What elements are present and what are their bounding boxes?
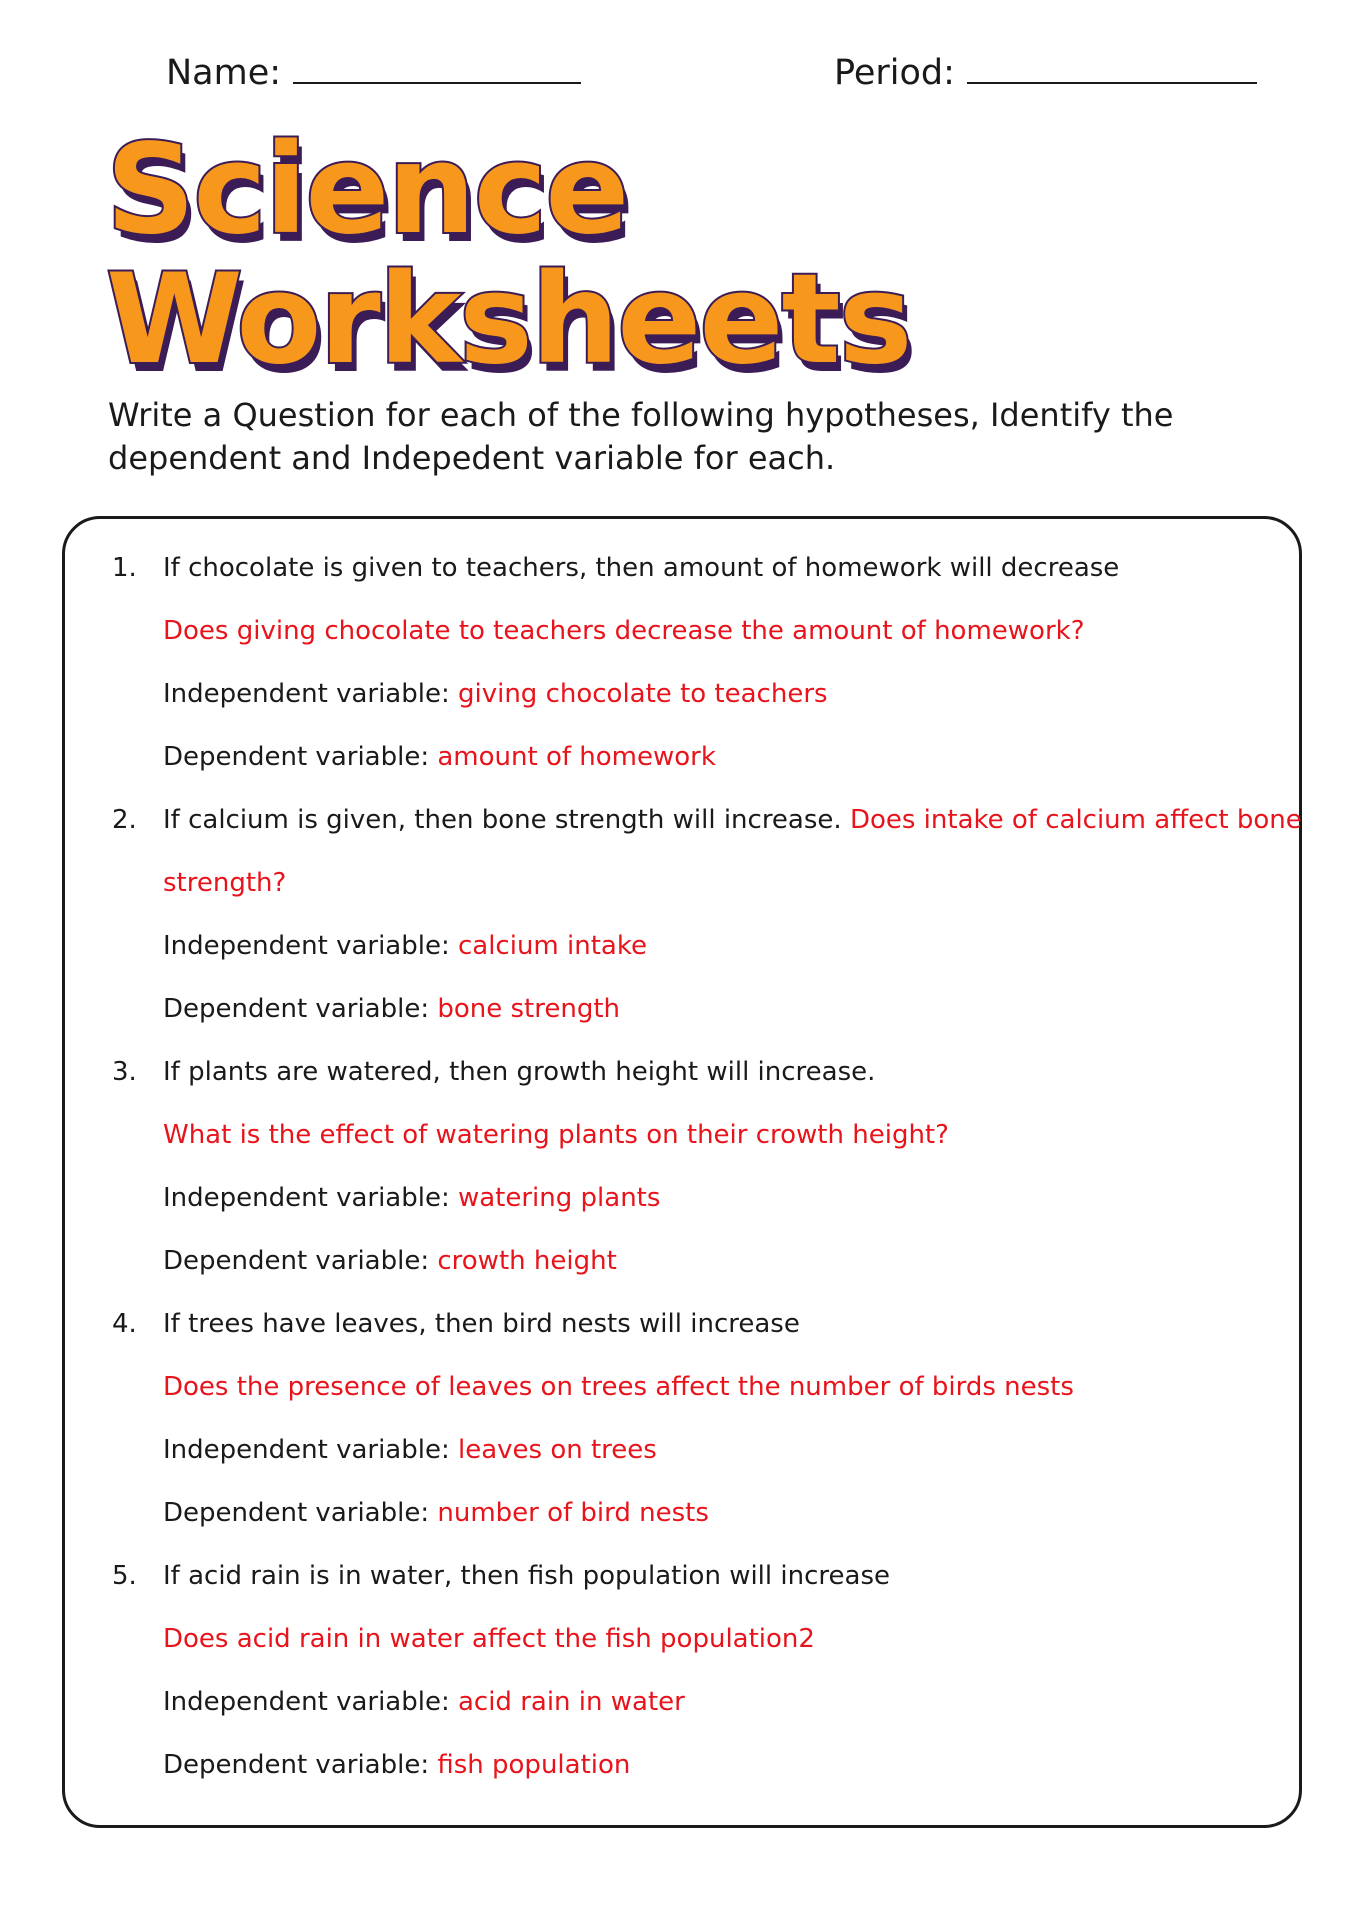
period-blank[interactable] (967, 52, 1257, 84)
hypothesis-text: If chocolate is given to teachers, then amount of homework will decrease (163, 553, 1120, 583)
dependent-label: Dependent variable: (163, 1498, 430, 1528)
name-field[interactable] (166, 52, 581, 93)
item-number: 2. (112, 805, 137, 835)
dependent-label: Dependent variable: (163, 742, 430, 772)
hypothesis-text: If trees have leaves, then bird nests will increase (163, 1309, 800, 1339)
item-number: 4. (112, 1309, 137, 1339)
dependent-label: Dependent variable: (163, 994, 430, 1024)
item-number: 3. (112, 1057, 137, 1087)
independent-answer: calcium intake (457, 931, 647, 961)
question-answer-part-2: strength? (163, 868, 287, 898)
dependent-answer: amount of homework (437, 742, 716, 772)
independent-answer: leaves on trees (457, 1435, 657, 1465)
dependent-label: Dependent variable: (163, 1750, 430, 1780)
instructions: Write a Question for each of the following hypotheses, Identify the dependent and Indepedent variable for each. (108, 396, 1174, 477)
worksheet-box (62, 516, 1302, 1828)
independent-label: Independent variable: (163, 1183, 450, 1213)
independent-answer: giving chocolate to teachers (457, 679, 828, 709)
question-answer: Does the presence of leaves on trees affect the number of birds nests (163, 1372, 1074, 1402)
independent-label: Independent variable: (163, 931, 450, 961)
independent-label: Independent variable: (163, 1687, 450, 1717)
item-number: 5. (112, 1561, 137, 1591)
dependent-answer: fish population (437, 1750, 631, 1780)
question-answer: Does acid rain in water affect the fish population2 (163, 1624, 815, 1654)
question-answer: Does giving chocolate to teachers decrease the amount of homework? (163, 616, 1085, 646)
dependent-label: Dependent variable: (163, 1246, 430, 1276)
period-label: Period: (834, 53, 955, 93)
name-blank[interactable] (293, 52, 581, 84)
dependent-answer: crowth height (437, 1246, 617, 1276)
dependent-answer: bone strength (437, 994, 621, 1024)
page-title-line-1: Science (106, 118, 628, 262)
independent-answer: acid rain in water (457, 1687, 685, 1717)
hypothesis-text: If acid rain is in water, then fish population will increase (163, 1561, 890, 1591)
hypothesis-text: If calcium is given, then bone strength will increase. (163, 805, 842, 835)
dependent-answer: number of bird nests (437, 1498, 709, 1528)
independent-label: Independent variable: (163, 1435, 450, 1465)
independent-answer: watering plants (457, 1183, 661, 1213)
independent-label: Independent variable: (163, 679, 450, 709)
hypothesis-text: If plants are watered, then growth height will increase. (163, 1057, 876, 1087)
page-title-line-2: Worksheets (106, 248, 911, 392)
question-answer: What is the effect of watering plants on their crowth height? (163, 1120, 949, 1150)
item-number: 1. (112, 553, 137, 583)
question-answer-part-1: Does intake of calcium affect bone (849, 805, 1302, 835)
period-field[interactable] (834, 52, 1257, 93)
name-label: Name: (166, 53, 282, 93)
